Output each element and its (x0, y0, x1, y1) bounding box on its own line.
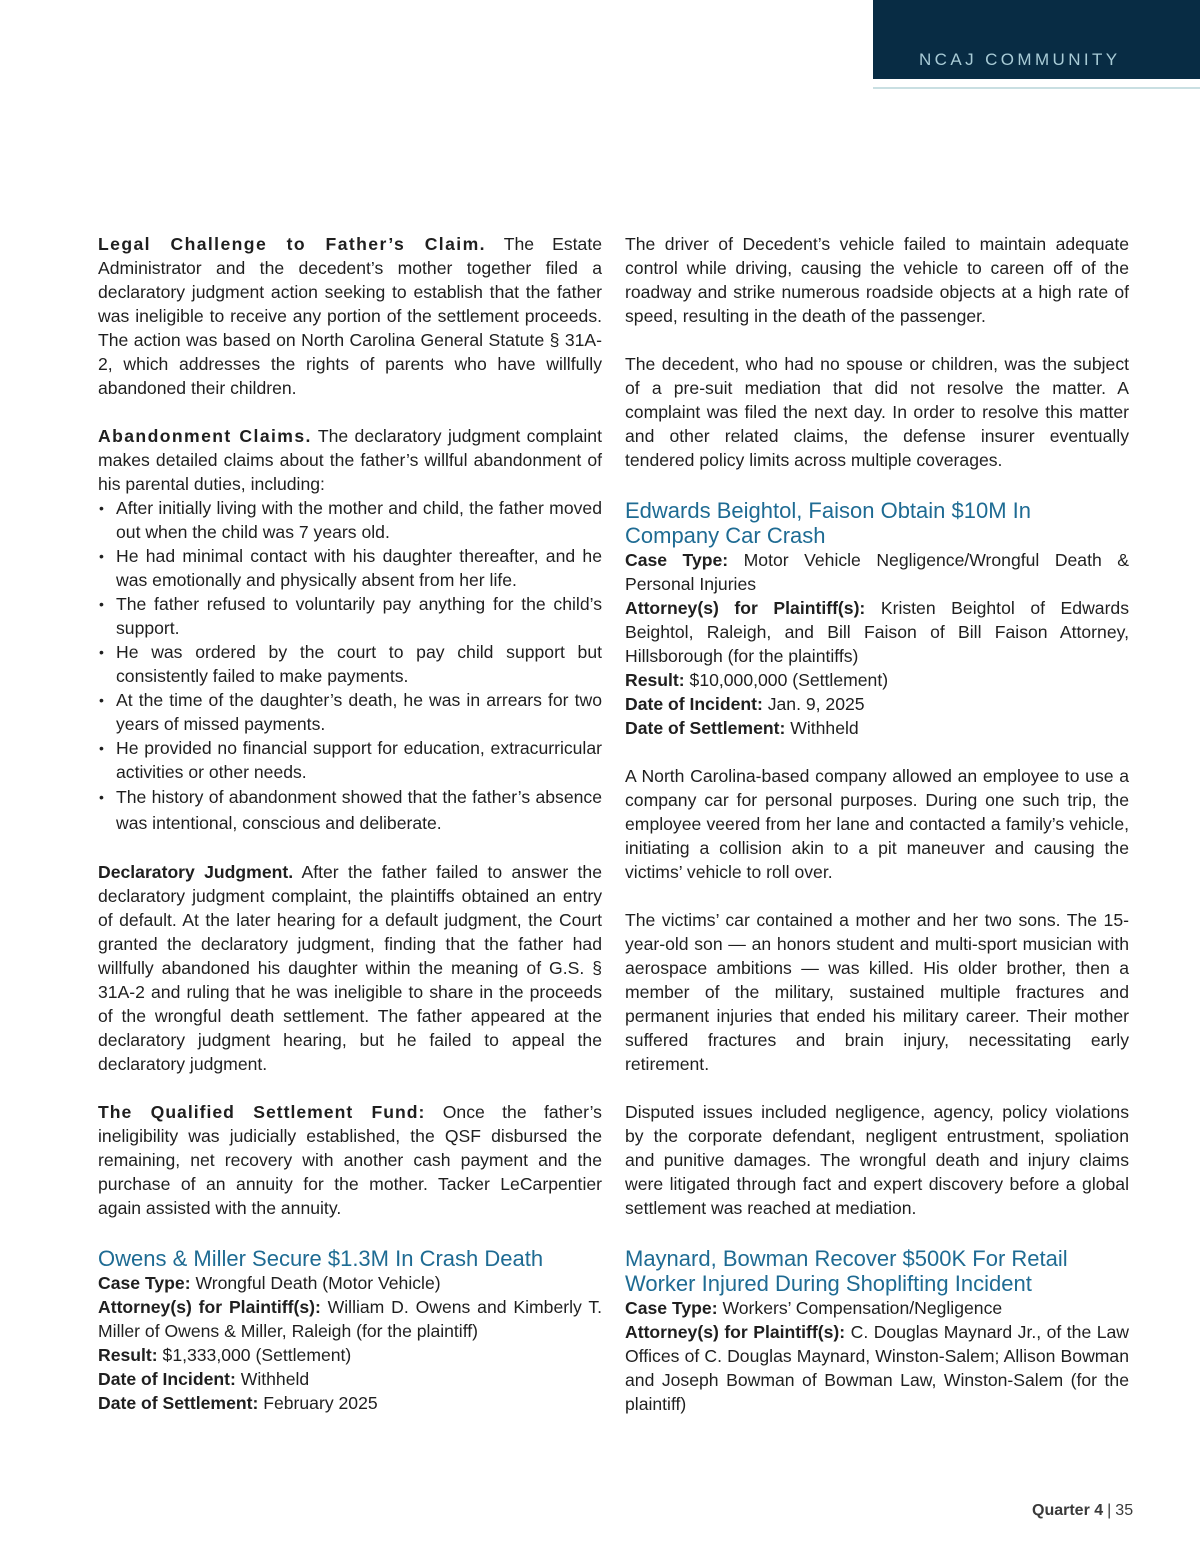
field-label: Attorney(s) for Plaintiff(s): (98, 1297, 321, 1317)
field-label: Result: (625, 670, 685, 690)
legal-challenge-heading: Legal Challenge to Father’s Claim. (98, 234, 486, 254)
field-label: Case Type: (625, 550, 729, 570)
case-details-owens (98, 1271, 602, 1415)
abandonment-paragraph (98, 424, 602, 496)
case-field (625, 548, 1129, 596)
case-field (625, 596, 1129, 668)
field-value: Motor Vehicle Negligence/Wrongful Death & Personal Injuries (625, 550, 1129, 594)
owens-narrative-paragraph: The driver of Decedent’s vehicle failed to maintain adequate control while driving, causing the vehicle to careen off of the roadway and strike numerous roadside objects at a high rate of speed, resulting in the death of the passenger. (625, 234, 1129, 326)
left-column (98, 232, 602, 1415)
page-footer (1032, 1502, 1133, 1520)
section-title: NCAJ COMMUNITY (919, 50, 1121, 69)
qsf-paragraph (98, 1100, 602, 1220)
legal-challenge-paragraph (98, 232, 602, 400)
field-value: Withheld (785, 718, 859, 738)
footer-separator: | (1107, 1502, 1112, 1519)
legal-challenge-text: The Estate Administrator and the decedent’s mother together filed a declaratory judgment action seeking to establish that the father was ineligible to receive any portion of the settlement proceeds. The action was based on North Carolina General Statute § 31A-2, which addresses the rights of parents who have willfully abandoned their children. (98, 234, 602, 398)
case-field (625, 692, 1129, 716)
field-label: Attorney(s) for Plaintiff(s): (625, 1322, 846, 1342)
qsf-heading: The Qualified Settlement Fund: (98, 1102, 426, 1122)
case-field (98, 1391, 602, 1415)
edwards-narrative-paragraph: Disputed issues included negligence, agency, policy violations by the corporate defendant, negligent entrustment, spoliation and punitive damages. The wrongful death and injury claims were litigated through fact and expert discovery before a global settlement was reached at mediation. (625, 1102, 1129, 1218)
declaratory-judgment-heading: Declaratory Judgment. (98, 862, 294, 882)
page-number: 35 (1115, 1502, 1134, 1519)
bullet-item: • At the time of the daughter’s death, he was in arrears for two years of missed payments. (98, 688, 602, 736)
case-headline-owens: Owens & Miller Secure $1.3M In Crash Death (98, 1246, 544, 1271)
field-value: Kristen Beightol of Edwards Beightol, Raleigh, and Bill Faison of Bill Faison Attorney, Hillsborough (for the plaintiffs) (625, 598, 1130, 666)
case-headline-maynard: Maynard, Bowman Recover $500K For Retail Worker Injured During Shoplifting Incident (625, 1246, 1068, 1296)
bullet-item: • The history of abandonment showed that the father’s absence was intentional, conscious and deliberate. (98, 784, 602, 836)
field-label: Attorney(s) for Plaintiff(s): (625, 598, 866, 618)
case-field (625, 1296, 1129, 1320)
bullet-item: • He had minimal contact with his daughter thereafter, and he was emotionally and physically absent from her life. (98, 544, 602, 592)
owens-narrative-paragraph: The decedent, who had no spouse or children, was the subject of a pre-suit mediation that did not resolve the matter. A complaint was filed the next day. In order to resolve this matter and other related claims, the defense insurer eventually tendered policy limits across multiple coverages. (625, 354, 1129, 470)
declaratory-judgment-text: After the father failed to answer the declaratory judgment complaint, the plaintiffs obtained an entry of default. At the later hearing for a default judgment, the Court granted the declaratory judgment, finding that the father had willfully abandoned his daughter within the meaning of G.S. § 31A-2 and ruling that he was ineligible to share in the proceeds of the wrongful death settlement. The father appeared at the declaratory judgment hearing, but he failed to appeal the declaratory judgment. (98, 862, 602, 1074)
field-label: Date of Settlement: (625, 718, 786, 738)
abandonment-heading: Abandonment Claims. (98, 426, 312, 446)
qsf-text: Once the father’s ineligibility was judicially established, the QSF disbursed the remaining, net recovery with another cash payment and the purchase of an annuity for the mother. Tacker LeCarpentier again assisted with the annuity. (98, 1102, 602, 1218)
declaratory-judgment-paragraph (98, 860, 602, 1076)
field-label: Result: (98, 1345, 158, 1365)
field-value: Withheld (235, 1369, 310, 1389)
field-label: Case Type: (625, 1298, 718, 1318)
case-details-edwards (625, 548, 1129, 740)
field-value: C. Douglas Maynard Jr., of the Law Offices of C. Douglas Maynard, Winston-Salem; Allison Bowman and Joseph Bowman of Bowman Law, Winston-Salem (for the plaintiff) (625, 1322, 1129, 1414)
field-label: Date of Incident: (625, 694, 763, 714)
abandonment-text: The declaratory judgment complaint makes detailed claims about the father’s willful abandonment of his parental duties, including: (98, 426, 602, 494)
field-value: Workers’ Compensation/Negligence (717, 1298, 1003, 1318)
field-value: February 2025 (258, 1393, 378, 1413)
edwards-narrative-paragraph: A North Carolina-based company allowed an employee to use a company car for personal purposes. During one such trip, the employee veered from her lane and contacted a family’s vehicle, initiating a collision akin to a pit maneuver and causing the victims’ vehicle to roll over. (625, 766, 1129, 882)
field-value: $1,333,000 (Settlement) (157, 1345, 352, 1365)
bullet-item: • He was ordered by the court to pay child support but consistently failed to make payments. (98, 640, 602, 688)
right-column (625, 232, 1129, 1416)
header-divider (873, 87, 1200, 89)
abandonment-bullet-list (98, 496, 602, 836)
case-field (625, 1320, 1129, 1416)
field-value: Jan. 9, 2025 (762, 694, 865, 714)
case-field (98, 1271, 602, 1295)
edwards-narrative-paragraph: The victims’ car contained a mother and her two sons. The 15-year-old son — an honors student and multi-sport musician with aerospace ambitions — was killed. His older brother, then a member of the military, sustained multiple fractures and permanent injuries that ended his military career. Their mother suffered fractures and brain injury, necessitating early retirement. (625, 910, 1129, 1074)
field-value: William D. Owens and Kimberly T. Miller of Owens & Miller, Raleigh (for the plaintiff) (98, 1297, 603, 1341)
field-label: Date of Settlement: (98, 1393, 259, 1413)
field-label: Date of Incident: (98, 1369, 236, 1389)
field-label: Case Type: (98, 1273, 191, 1293)
section-header-band (873, 0, 1200, 79)
case-field (98, 1367, 602, 1391)
case-field (625, 668, 1129, 692)
case-field (625, 716, 1129, 740)
case-field (98, 1295, 602, 1343)
issue-label: Quarter 4 (1032, 1502, 1104, 1519)
bullet-item: • He provided no financial support for education, extracurricular activities or other needs. (98, 736, 602, 784)
bullet-item: • After initially living with the mother and child, the father moved out when the child was 7 years old. (98, 496, 602, 544)
field-value: $10,000,000 (Settlement) (684, 670, 889, 690)
bullet-item: • The father refused to voluntarily pay anything for the child’s support. (98, 592, 602, 640)
case-details-maynard (625, 1296, 1129, 1416)
case-headline-edwards: Edwards Beightol, Faison Obtain $10M In Company Car Crash (625, 498, 1032, 548)
field-value: Wrongful Death (Motor Vehicle) (190, 1273, 441, 1293)
case-field (98, 1343, 602, 1367)
